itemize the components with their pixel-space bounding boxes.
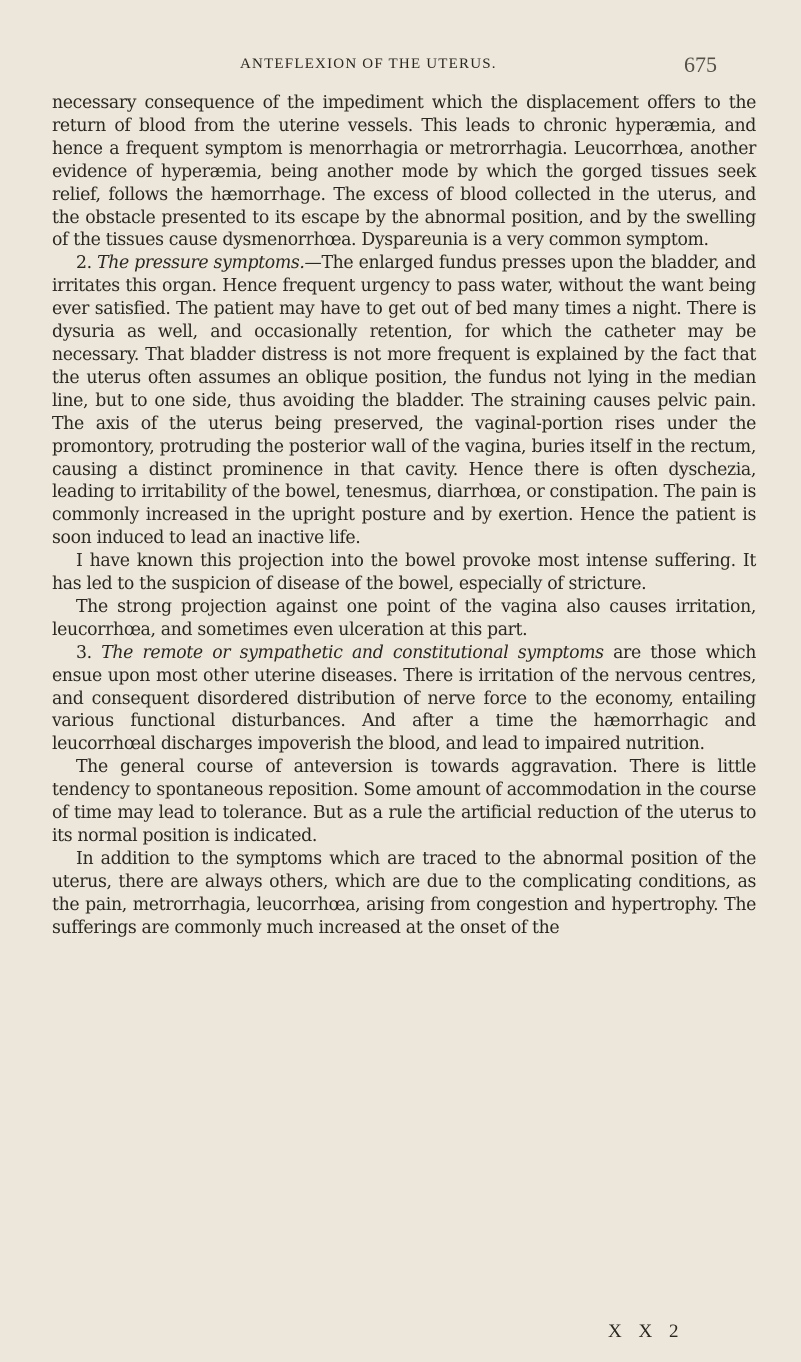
paragraph-text: The general course of anteversion is towards aggravation. There is little tendency to spontaneous reposition. Some amount of accommodation in the course of time may lead to tolerance. But as a rule the artificial reduction of the uterus to its normal position is indicated. xyxy=(52,757,756,846)
paragraph-5 xyxy=(52,642,756,757)
paragraph-text: I have known this projection into the bowel provoke most intense suffering. It has led to the suspicion of disease of the bowel, especially of stricture. xyxy=(52,551,756,595)
paragraph-7 xyxy=(52,848,756,940)
paragraph-3 xyxy=(52,550,756,596)
paragraph-text: are those which ensue upon most other uterine diseases. There is irritation of the nervous centres, and consequent disordered distribution of nerve force to the economy, entailing various functional disturbances. And after a time the hæmorrhagic and leucorrhœal discharges impoverish the blood, and lead to impaired nutrition. xyxy=(52,642,756,755)
paragraph-text: —The enlarged fundus presses upon the bladder, and irritates this organ. Hence frequent urgency to pass water, without the want being ever satisfied. The patient may have to get out of bed many times a night. There is dysuria as well, and occasionally retention, for which the catheter may be necessary. That bladder distress is not more frequent is explained by the fact that the uterus often assumes an oblique position, the fundus not lying in the median line, but to one side, thus avoiding the bladder. The straining causes pelvic pain. The axis of the uterus being preserved, the vaginal-portion rises under the promontory, protruding the posterior wall of the vagina, buries itself in the rectum, causing a distinct prominence in that cavity. Hence there is often dyschezia, leading to irritability of the bowel, tenesmus, diarrhœa, or constipation. The pain is commonly increased in the upright posture and by exertion. Hence the patient is soon induced to lead an inactive life. xyxy=(52,253,756,549)
section-number: 3. xyxy=(76,642,102,663)
paragraph-6 xyxy=(52,756,756,848)
paragraph-text: necessary consequence of the impediment which the displacement offers to the return of blood from the uterine vessels. This leads to chronic hyperæmia, and hence a frequent symptom is menorrhagia or metrorrhagia. Leucorrhœa, another evidence of hyperæmia, being another mode by which the gorged tissues seek relief, follows the hæmorrhage. The excess of blood collected in the uterus, and the obstacle presented to its escape by the abnormal position, and by the swelling of the tissues cause dysmenorrhœa. Dyspareunia is a very common symptom. xyxy=(52,93,756,251)
running-head xyxy=(0,52,801,82)
body-text xyxy=(52,92,756,940)
paragraph-4 xyxy=(52,596,756,642)
running-title: ANTEFLEXION OF THE UTERUS. xyxy=(240,56,497,72)
paragraph-text: The strong projection against one point of the vagina also causes irritation, leucorrhœa, and sometimes even ulceration at this part. xyxy=(52,596,756,640)
paragraph-1 xyxy=(52,92,756,252)
signature-mark: X X 2 xyxy=(608,1321,685,1342)
section-number: 2. xyxy=(76,253,98,274)
paragraph-2 xyxy=(52,252,756,550)
section-heading-remote-symptoms: The remote or sympathetic and constitutional symptoms xyxy=(101,642,604,663)
paragraph-text: In addition to the symptoms which are traced to the abnormal position of the uterus, there are always others, which are due to the complicating conditions, as the pain, metrorrhagia, leucorrhœa, arising from congestion and hypertrophy. The sufferings are commonly much increased at the onset of the xyxy=(52,848,756,938)
page-number: 675 xyxy=(684,52,717,77)
section-heading-pressure-symptoms: The pressure symptoms. xyxy=(97,253,305,274)
